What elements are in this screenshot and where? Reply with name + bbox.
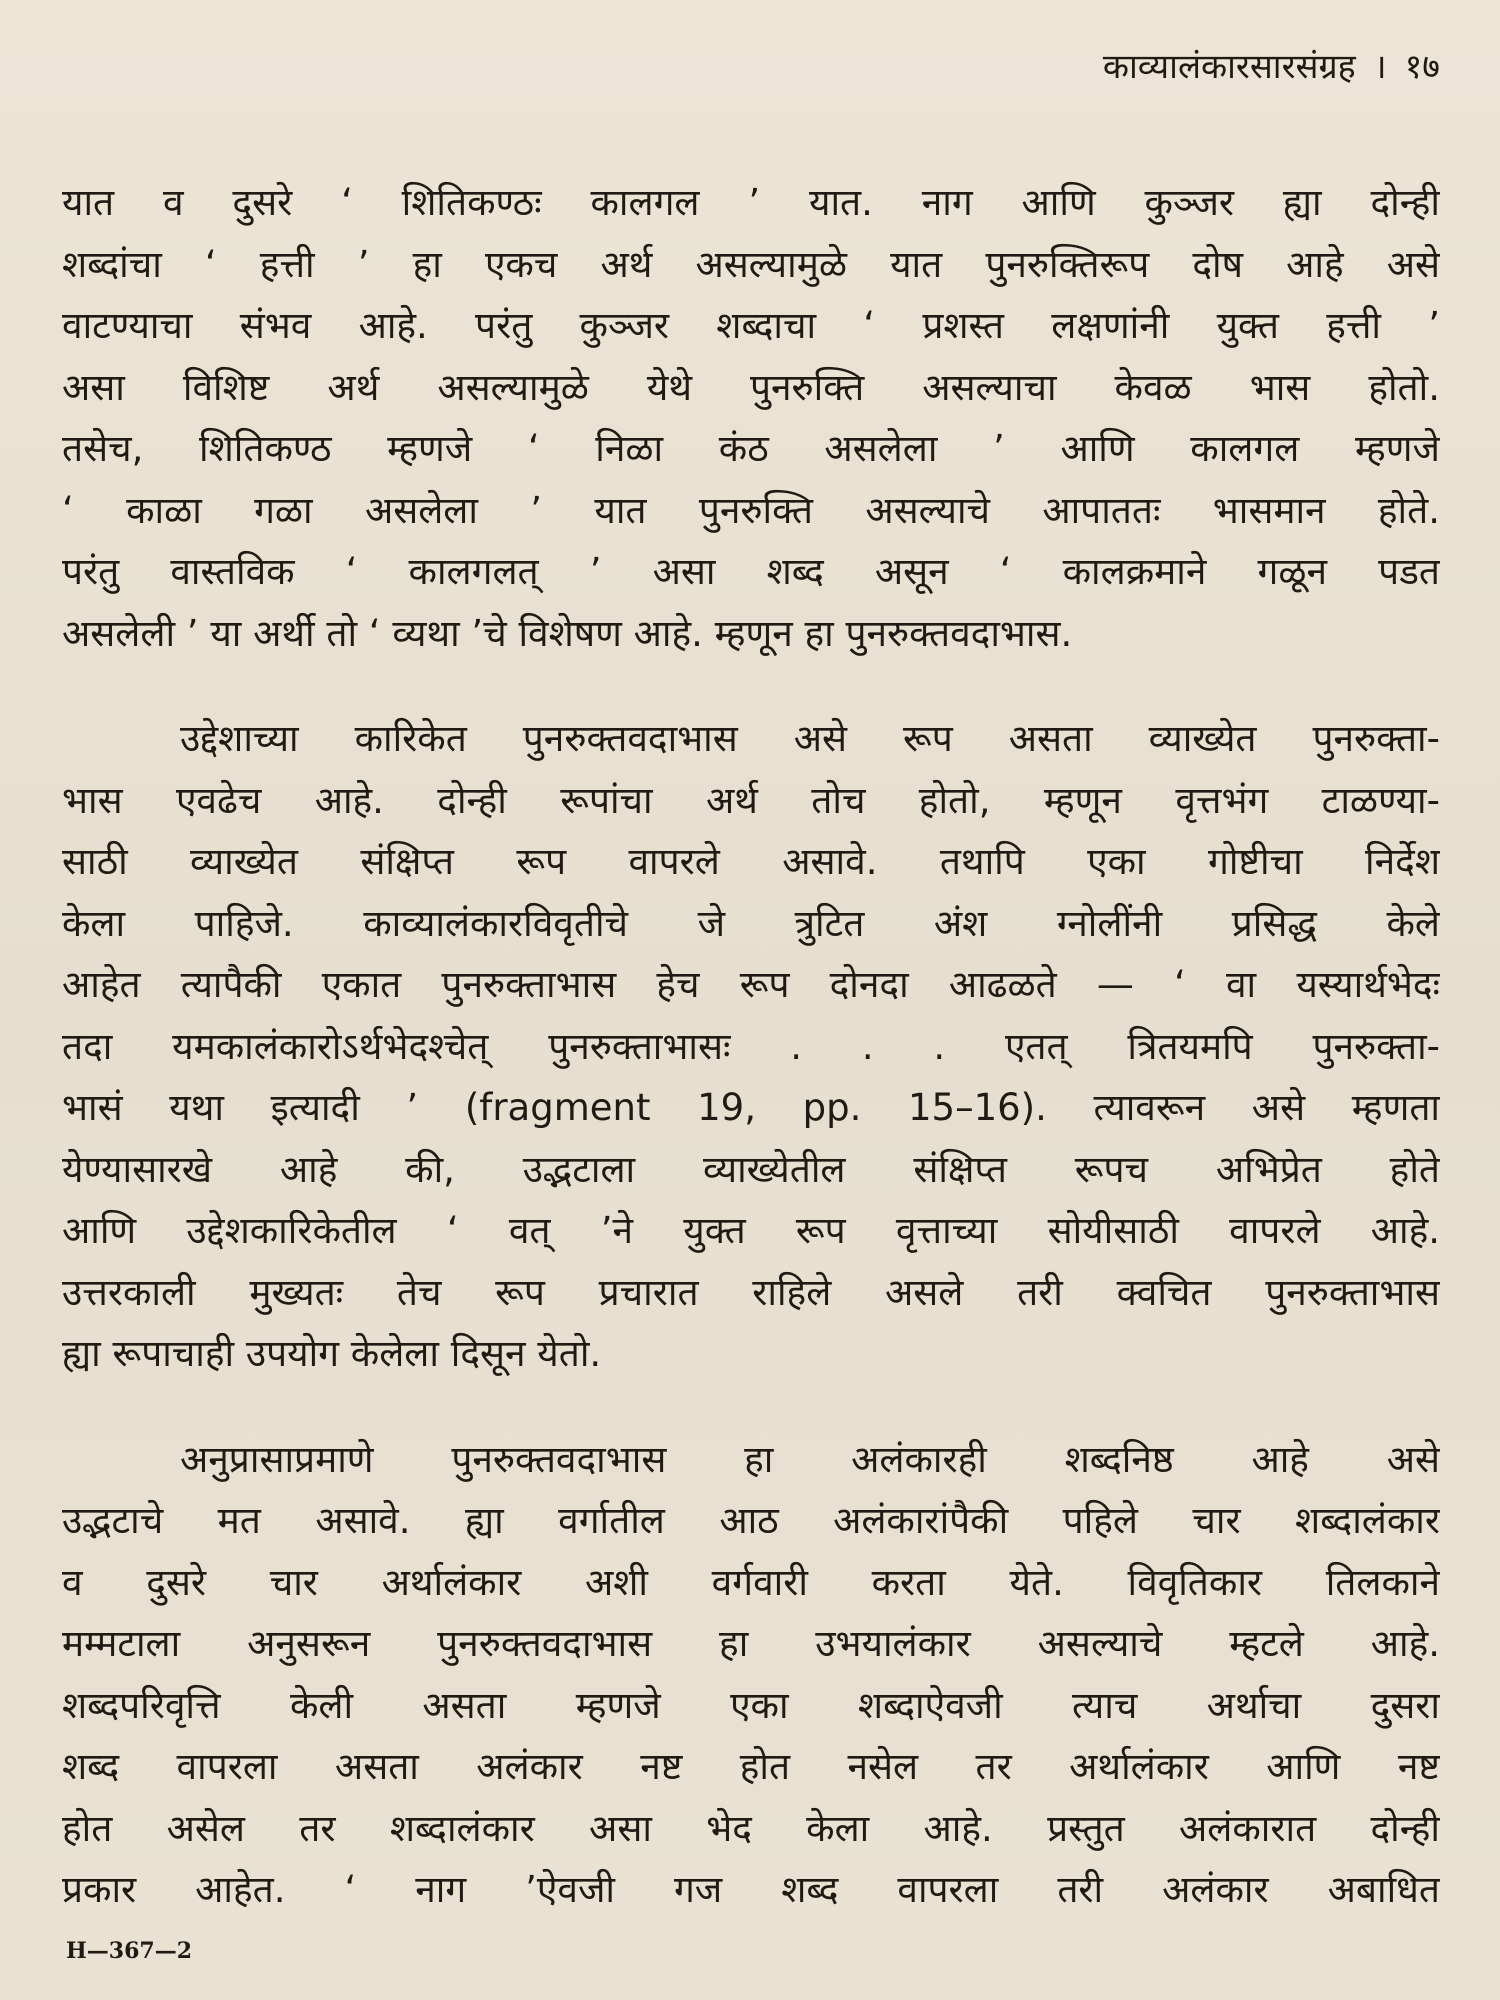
text-line: उद्देशाच्या कारिकेत पुनरुक्तवदाभास असे रूप असता व्याख्येत पुनरुक्ता- xyxy=(180,717,1440,760)
text-line: येण्यासारखे आहे की, उद्भटाला व्याख्येतील संक्षिप्त रूपच अभिप्रेत होते xyxy=(62,1147,1440,1191)
text-line: होत असेल तर शब्दालंकार असा भेद केला आहे. प्रस्तुत अलंकारात दोन्ही xyxy=(62,1806,1440,1850)
text-line: तसेच, शितिकण्ठ म्हणजे ‘ निळा कंठ असलेला ’ आणि कालगल म्हणजे xyxy=(62,427,1440,470)
text-line: असलेली ’ या अर्थी तो ‘ व्यथा ’चे विशेषण आहे. म्हणून हा पुनरुक्तवदाभास. xyxy=(62,611,1073,655)
text-line: ‘ काळा गळा असलेला ’ यात पुनरुक्ति असल्याचे आपाततः भासमान होते. xyxy=(62,488,1440,532)
text-line: मम्मटाला अनुसरून पुनरुक्तवदाभास हा उभयालंकार असल्याचे म्हटले आहे. xyxy=(62,1622,1440,1665)
text-line: ह्या रूपाचाही उपयोग केलेला दिसून येतो. xyxy=(62,1332,602,1375)
header-separator: । xyxy=(1373,47,1387,87)
text-line: शब्दपरिवृत्ति केली असता म्हणजे एका शब्दाऐवजी त्याच अर्थाचा दुसरा xyxy=(62,1683,1440,1727)
text-line: साठी व्याख्येत संक्षिप्त रूप वापरले असावे. तथापि एका गोष्टीचा निर्देश xyxy=(62,840,1440,883)
text-line: आहेत त्यापैकी एकात पुनरुक्ताभास हेच रूप दोनदा आढळते — ‘ वा यस्यार्थभेदः xyxy=(62,963,1440,1006)
text-line: परंतु वास्तविक ‘ कालगलत् ’ असा शब्द असून ‘ कालक्रमाने गळून पडत xyxy=(62,550,1440,593)
text-line: उत्तरकाली मुख्यतः तेच रूप प्रचारात राहिले असले तरी क्वचित पुनरुक्ताभास xyxy=(62,1270,1440,1314)
body-text xyxy=(62,172,1440,1921)
text-line: आणि उद्देशकारिकेतील ‘ वत् ’ने युक्त रूप वृत्ताच्या सोयीसाठी वापरले आहे. xyxy=(62,1209,1440,1252)
paragraph-2 xyxy=(62,708,1440,1385)
text-line: भासं यथा इत्यादी ’ (fragment 19, pp. 15–16). त्यावरून असे म्हणता xyxy=(62,1086,1440,1129)
text-line: व दुसरे चार अर्थालंकार अशी वर्गवारी करता येते. विवृतिकार तिलकाने xyxy=(62,1560,1440,1604)
text-line: अनुप्रासाप्रमाणे पुनरुक्तवदाभास हा अलंकारही शब्दनिष्ठ आहे असे xyxy=(180,1437,1440,1481)
text-line: शब्द वापरला असता अलंकार नष्ट होत नसेल तर अर्थालंकार आणि नष्ट xyxy=(62,1745,1440,1788)
text-line: तदा यमकालंकारोऽर्थभेदश्चेत् पुनरुक्ताभासः . . . एतत् त्रितयमपि पुनरुक्ता- xyxy=(62,1024,1440,1068)
text-line: शब्दांचा ‘ हत्ती ’ हा एकच अर्थ असल्यामुळे यात पुनरुक्तिरूप दोष आहे असे xyxy=(62,242,1440,286)
signature-mark: H—367—2 xyxy=(66,1938,193,1964)
text-line: वाटण्याचा संभव आहे. परंतु कुञ्जर शब्दाचा ‘ प्रशस्त लक्षणांनी युक्त हत्ती ’ xyxy=(62,304,1440,347)
running-header xyxy=(1103,42,1440,92)
paragraph-3 xyxy=(62,1429,1440,1921)
text-line: केला पाहिजे. काव्यालंकारविवृतीचे जे त्रुटित अंश ग्नोलींनी प्रसिद्ध केले xyxy=(62,901,1440,945)
text-line: यात व दुसरे ‘ शितिकण्ठः कालगल ’ यात. नाग आणि कुञ्जर ह्या दोन्ही xyxy=(62,181,1440,224)
text-line: असा विशिष्ट अर्थ असल्यामुळे येथे पुनरुक्ति असल्याचा केवळ भास होतो. xyxy=(62,365,1440,409)
book-title: काव्यालंकारसारसंग्रह xyxy=(1102,47,1356,87)
page-number: १७ xyxy=(1404,47,1440,87)
paragraph-1 xyxy=(62,172,1440,664)
text-line: भास एवढेच आहे. दोन्ही रूपांचा अर्थ तोच होतो, म्हणून वृत्तभंग टाळण्या- xyxy=(62,778,1440,822)
text-line: उद्भटाचे मत असावे. ह्या वर्गातील आठ अलंकारांपैकी पहिले चार शब्दालंकार xyxy=(62,1499,1440,1542)
text-line: प्रकार आहेत. ‘ नाग ’ऐवजी गज शब्द वापरला तरी अलंकार अबाधित xyxy=(62,1868,1440,1911)
